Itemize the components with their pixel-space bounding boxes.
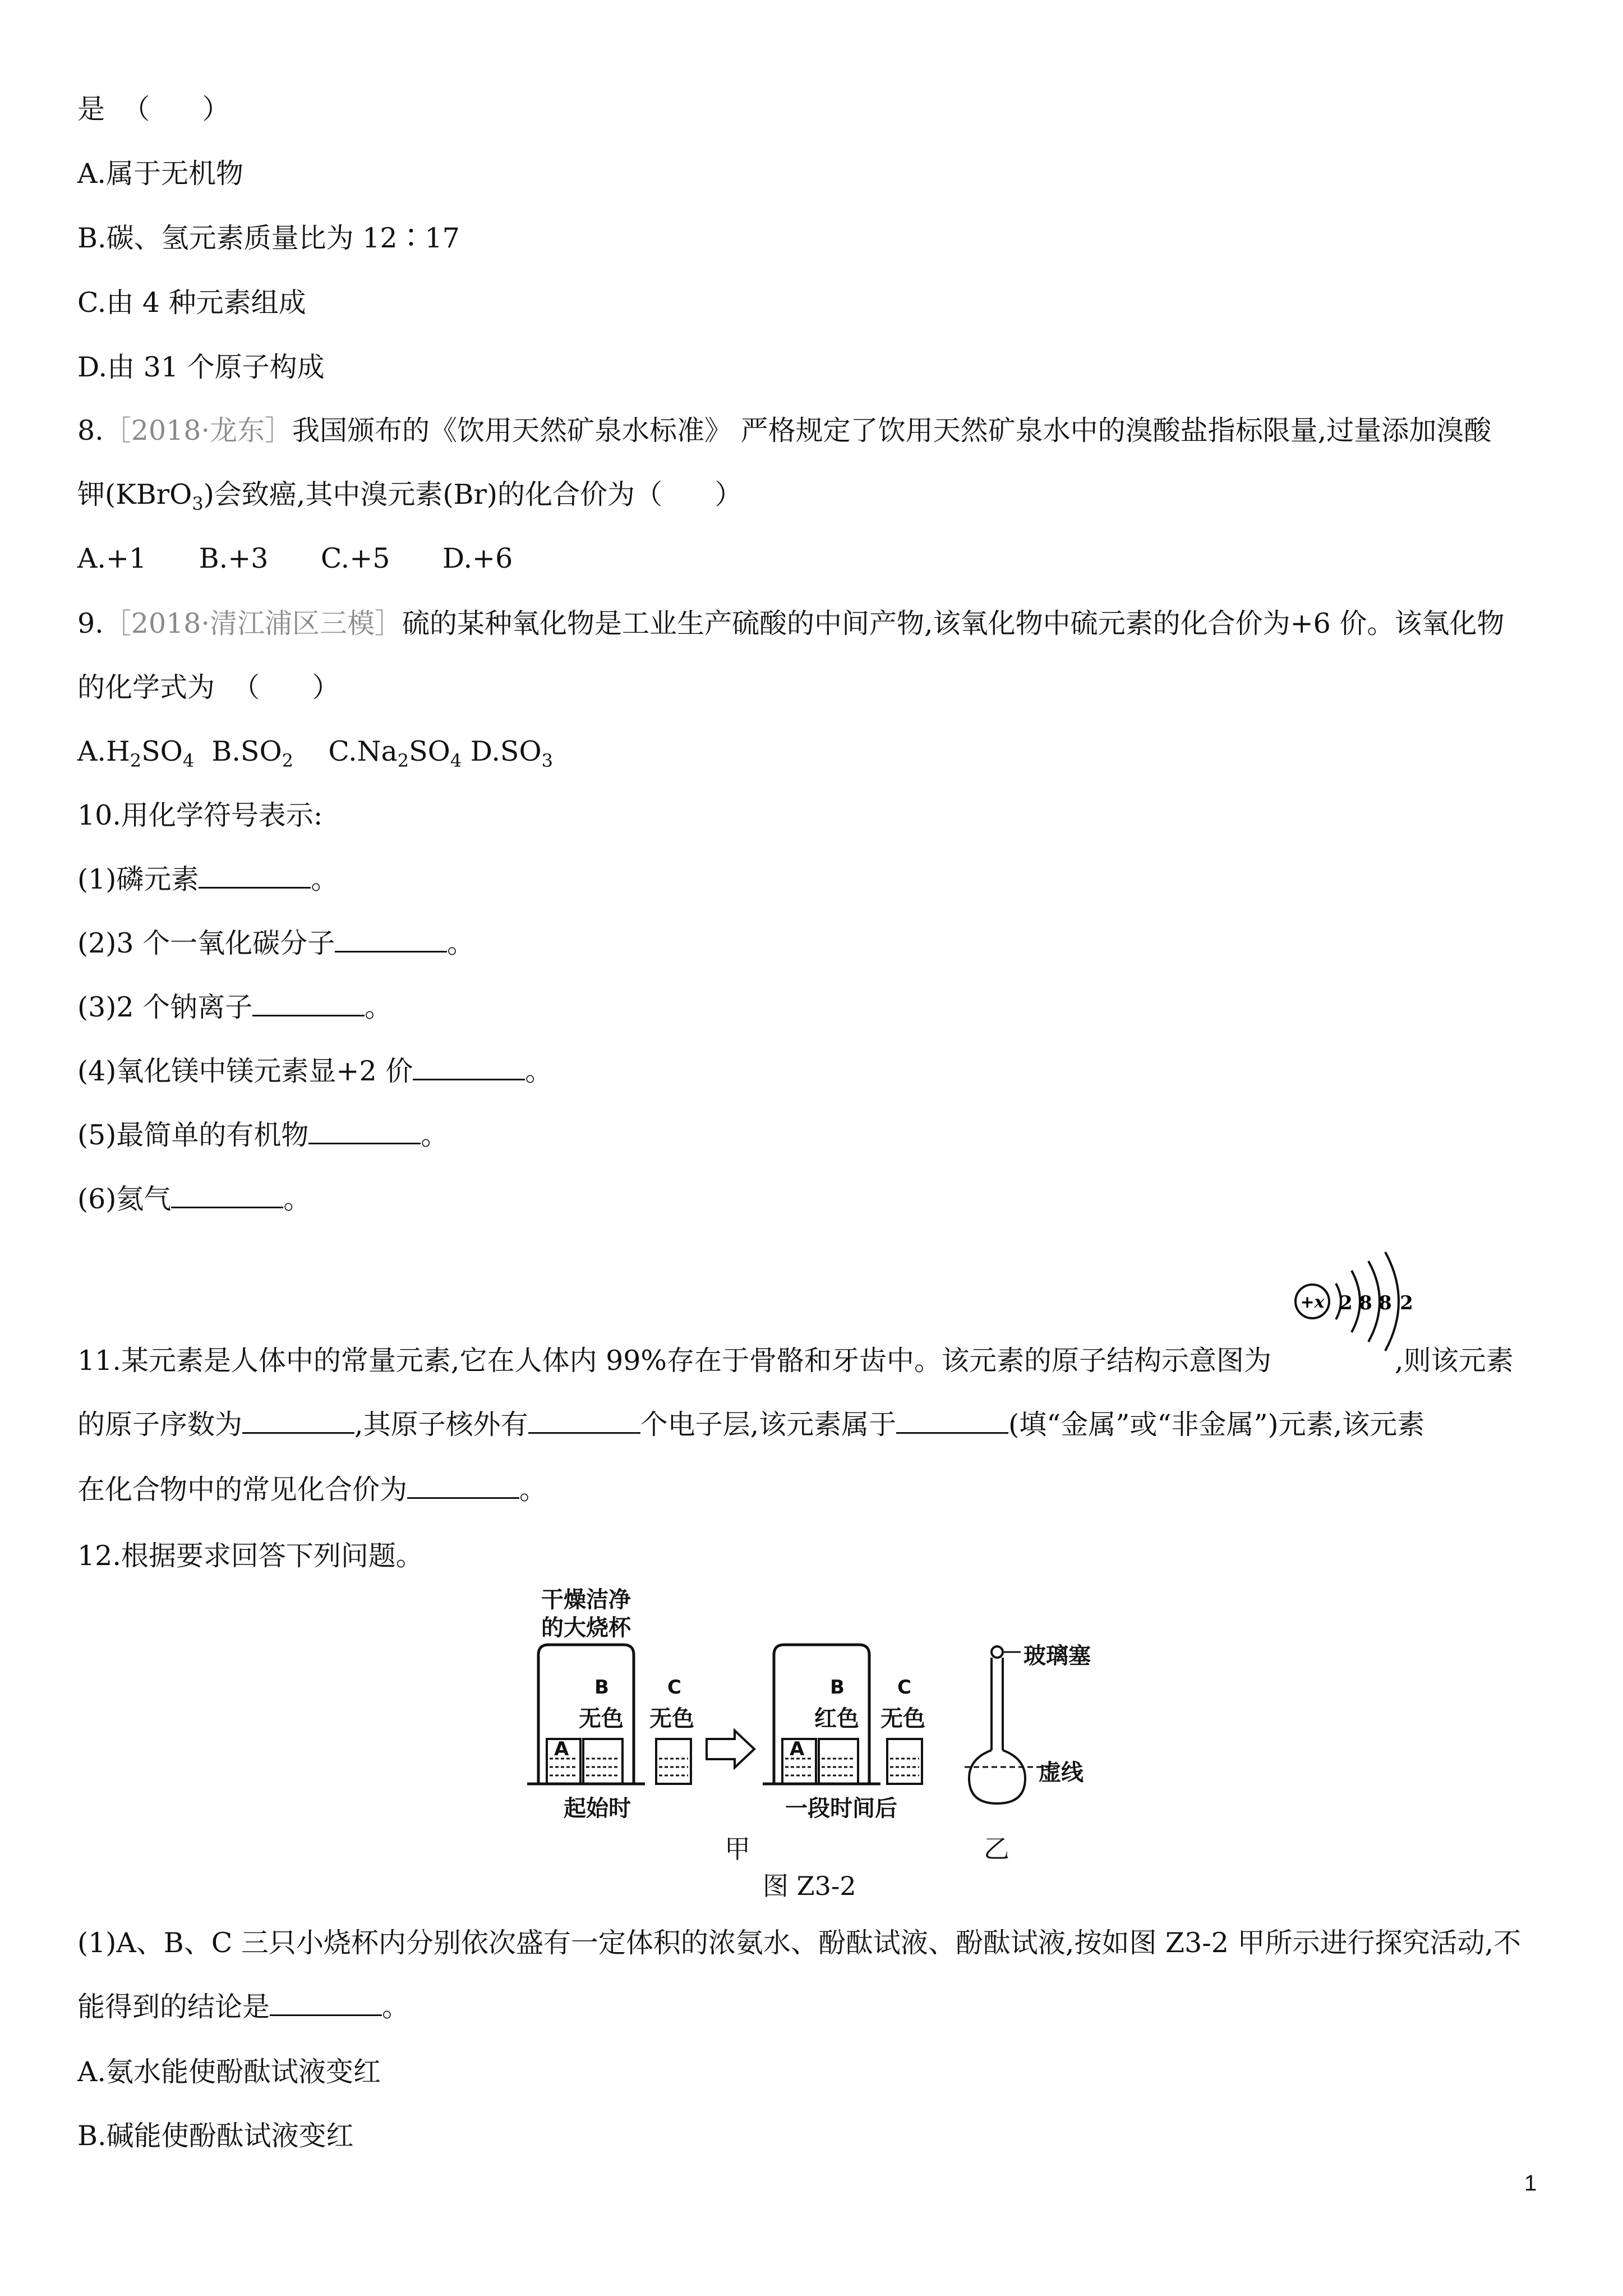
q9-line1: 9.［2018·清江浦区三模］硫的某种氧化物是工业生产硫酸的中间产物,该氧化物中硫元素的化合价为+6 价。该氧化物 bbox=[77, 608, 1505, 639]
answer-blank[interactable] bbox=[242, 1410, 354, 1434]
answer-blank[interactable] bbox=[252, 992, 365, 1016]
answer-blank[interactable] bbox=[407, 1475, 519, 1499]
label-c-start: C bbox=[667, 1676, 681, 1699]
q8-options: A.+1 B.+3 C.+5 D.+6 bbox=[77, 542, 513, 574]
q7-option-c: C.由 4 种元素组成 bbox=[77, 287, 306, 319]
q10-item-6: (6)氦气 。 bbox=[77, 1183, 311, 1215]
shell-count-1: 2 bbox=[1339, 1292, 1353, 1314]
dashed-line-label: 虚线 bbox=[1039, 1760, 1083, 1786]
answer-blank[interactable] bbox=[528, 1410, 640, 1434]
answer-blank[interactable] bbox=[413, 1056, 525, 1080]
q10-item-1: (1)磷元素 。 bbox=[77, 863, 339, 895]
c-colorless-label: 无色 bbox=[649, 1706, 694, 1732]
label-a-after: A bbox=[790, 1738, 805, 1760]
page-number: 1 bbox=[1524, 2171, 1537, 2196]
q12-sub1-line2: 能得到的结论是 。 bbox=[77, 1991, 410, 2023]
q10-item-3: (3)2 个钠离子 。 bbox=[77, 991, 393, 1023]
q11-line1: 11.某元素是人体中的常量元素,它在人体内 99%存在于骨骼和牙齿中。该元素的原子结构示意图为 ,则该元素 bbox=[77, 1345, 1514, 1377]
q8-line2: 钾(KBrO$_3$)会致癌,其中溴元素(Br)的化合价为（ ） bbox=[77, 478, 743, 514]
b-red-label: 红色 bbox=[814, 1706, 859, 1732]
big-beaker-label: 干燥洁净 bbox=[541, 1587, 631, 1613]
start-label: 起始时 bbox=[564, 1796, 631, 1821]
q8-source: ［2018·龙东］ bbox=[103, 415, 293, 447]
q10-item-2: (2)3 个一氧化碳分子 。 bbox=[77, 927, 475, 959]
figure-jia-label: 甲 bbox=[725, 1834, 750, 1864]
c-colorless-after-label: 无色 bbox=[880, 1706, 925, 1732]
q10-item-4: (4)氧化镁中镁元素显+2 价 。 bbox=[77, 1055, 553, 1087]
label-a-start: A bbox=[554, 1738, 569, 1760]
answer-blank[interactable] bbox=[270, 1992, 382, 2016]
q10-stem: 10.用化学符号表示: bbox=[77, 799, 323, 831]
b-colorless-label: 无色 bbox=[579, 1706, 624, 1732]
figure-caption: 图 Z3-2 bbox=[763, 1871, 856, 1901]
answer-blank[interactable] bbox=[308, 1120, 421, 1144]
big-beaker-label-2: 的大烧杯 bbox=[541, 1615, 631, 1641]
q8-line1: 8.［2018·龙东］我国颁布的《饮用天然矿泉水标准》 严格规定了饮用天然矿泉水中的溴酸盐指标限量,过量添加溴酸 bbox=[77, 415, 1492, 447]
answer-blank[interactable] bbox=[335, 928, 447, 953]
shell-count-4: 2 bbox=[1400, 1292, 1413, 1314]
q9-line2: 的化学式为 （ ） bbox=[77, 671, 340, 703]
q10-item-5: (5)最简单的有机物 。 bbox=[77, 1119, 449, 1151]
stopper-label: 玻璃塞 bbox=[1023, 1643, 1091, 1669]
atom-nucleus-label: +x bbox=[1300, 1292, 1325, 1312]
q7-option-a: A.属于无机物 bbox=[77, 158, 243, 190]
q7-option-b: B.碳、氢元素质量比为 12∶17 bbox=[77, 222, 460, 254]
atom-structure-diagram bbox=[1284, 1240, 1436, 1374]
label-c-after: C bbox=[897, 1676, 911, 1699]
figure-z3-2 bbox=[516, 1582, 1166, 1874]
figure-yi-label: 乙 bbox=[984, 1834, 1009, 1864]
q12-stem: 12.根据要求回答下列问题。 bbox=[77, 1540, 423, 1572]
q7-stem-end: 是 （ ） bbox=[77, 93, 230, 125]
shell-count-3: 8 bbox=[1378, 1292, 1392, 1314]
q7-option-d: D.由 31 个原子构成 bbox=[77, 351, 325, 383]
answer-blank[interactable] bbox=[896, 1410, 1008, 1434]
q9-source: ［2018·清江浦区三模］ bbox=[103, 608, 403, 639]
after-label: 一段时间后 bbox=[785, 1796, 897, 1821]
label-b-start: B bbox=[594, 1676, 609, 1699]
q12-option-b: B.碱能使酚酞试液变红 bbox=[77, 2120, 354, 2152]
label-b-after: B bbox=[830, 1676, 845, 1699]
answer-blank[interactable] bbox=[171, 1184, 283, 1208]
shell-count-2: 8 bbox=[1359, 1292, 1372, 1314]
q11-line3: 在化合物中的常见化合价为 。 bbox=[77, 1474, 547, 1506]
q9-options: $A.H_2SO_4$ $B.SO_2$ $C.Na_2SO_4$ $D.SO_3$ bbox=[77, 735, 554, 771]
q12-sub1-line1: (1)A、B、C 三只小烧杯内分别依次盛有一定体积的浓氨水、酚酞试液、酚酞试液,按如图 Z3-2 甲所示进行探究活动,不 bbox=[77, 1927, 1521, 1959]
q12-option-a: A.氨水能使酚酞试液变红 bbox=[77, 2056, 381, 2088]
answer-blank[interactable] bbox=[199, 864, 311, 889]
q11-line2: 的原子序数为 ,其原子核外有 个电子层,该元素属于 (填“金属”或“非金属”)元素,该元素 bbox=[77, 1409, 1425, 1441]
